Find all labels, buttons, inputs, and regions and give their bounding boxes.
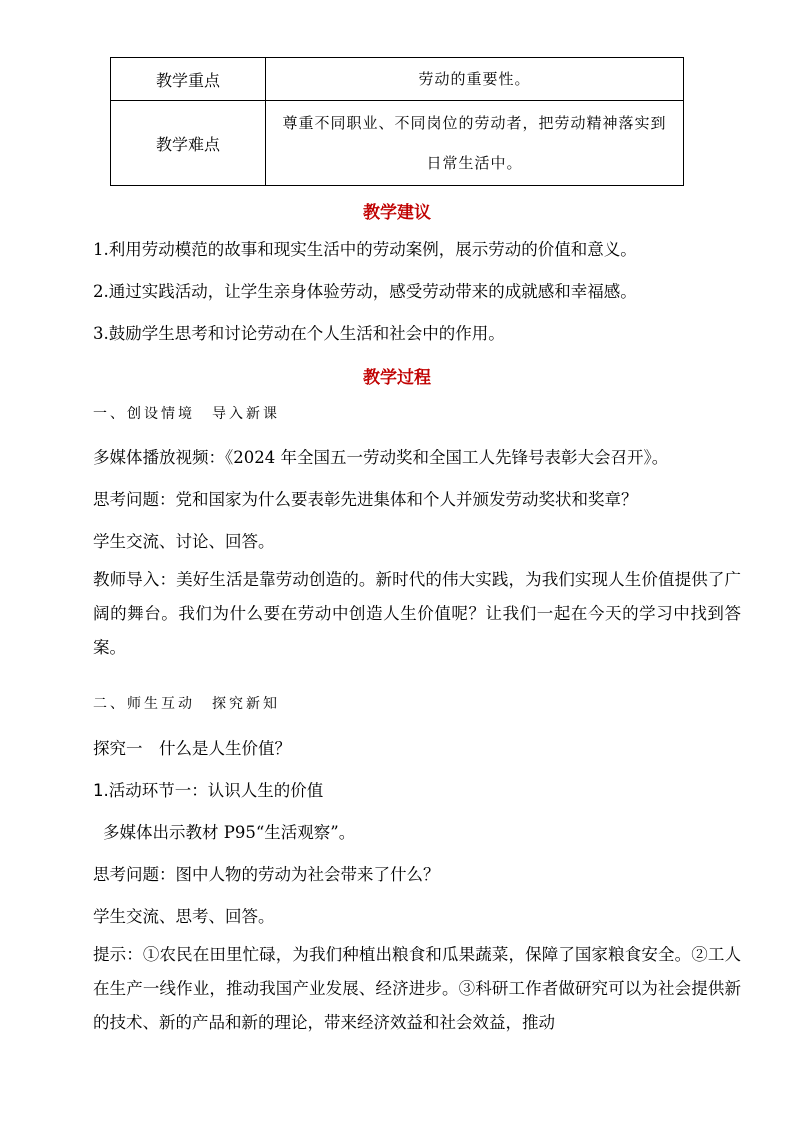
table-row <box>111 101 684 186</box>
suggestion-item: 3.鼓励学生思考和讨论劳动在个人生活和社会中的作用。 <box>93 324 505 343</box>
explore-heading: 探究一 什么是人生价值？ <box>93 739 291 758</box>
activity-heading: 1.活动环节一：认识人生的价值 <box>93 781 324 800</box>
focus-value: 劳动的重要性。 <box>266 58 684 101</box>
part1-question: 思考问题：党和国家为什么要表彰先进集体和个人并颁发劳动奖状和奖章？ <box>93 490 638 509</box>
difficulty-value: 尊重不同职业、不同岗位的劳动者，把劳动精神落实到日常生活中。 <box>266 101 684 186</box>
part1-students: 学生交流、讨论、回答。 <box>93 532 275 551</box>
part2-media: 多媒体出示教材 P95“生活观察”。 <box>103 823 356 842</box>
suggestions-title: 教学建议 <box>363 203 431 223</box>
part2-hint: 提示：①农民在田里忙碌，为我们种植出粮食和瓜果蔬菜，保障了国家粮食安全。②工人在生产一线作业，推动我国产业发展、经济进步。③科研工作者做研究可以为社会提供新的技术、新的产品和新的理论，带来经济效益和社会效益，推动 <box>93 945 741 1032</box>
part1-teacher: 教师导入：美好生活是靠劳动创造的。新时代的伟大实践，为我们实现人生价值提供了广阔的舞台。我们为什么要在劳动中创造人生价值呢？让我们一起在今天的学习中找到答案。 <box>93 570 741 657</box>
part2-heading: 二、师生互动 探究新知 <box>93 696 280 712</box>
suggestion-item: 2.通过实践活动，让学生亲身体验劳动，感受劳动带来的成就感和幸福感。 <box>93 282 637 301</box>
table-row <box>111 58 684 101</box>
part1-heading: 一、创设情境 导入新课 <box>93 406 280 422</box>
suggestion-item: 1.利用劳动模范的故事和现实生活中的劳动案例，展示劳动的价值和意义。 <box>93 240 637 259</box>
part2-question: 思考问题：图中人物的劳动为社会带来了什么？ <box>93 865 440 884</box>
difficulty-label: 教学难点 <box>111 101 266 186</box>
focus-label: 教学重点 <box>111 58 266 101</box>
lesson-meta-table <box>110 57 684 186</box>
part2-students: 学生交流、思考、回答。 <box>93 907 275 926</box>
part1-video: 多媒体播放视频：《2024 年全国五一劳动奖和全国工人先锋号表彰大会召开》。 <box>93 448 669 467</box>
process-title: 教学过程 <box>363 368 431 388</box>
